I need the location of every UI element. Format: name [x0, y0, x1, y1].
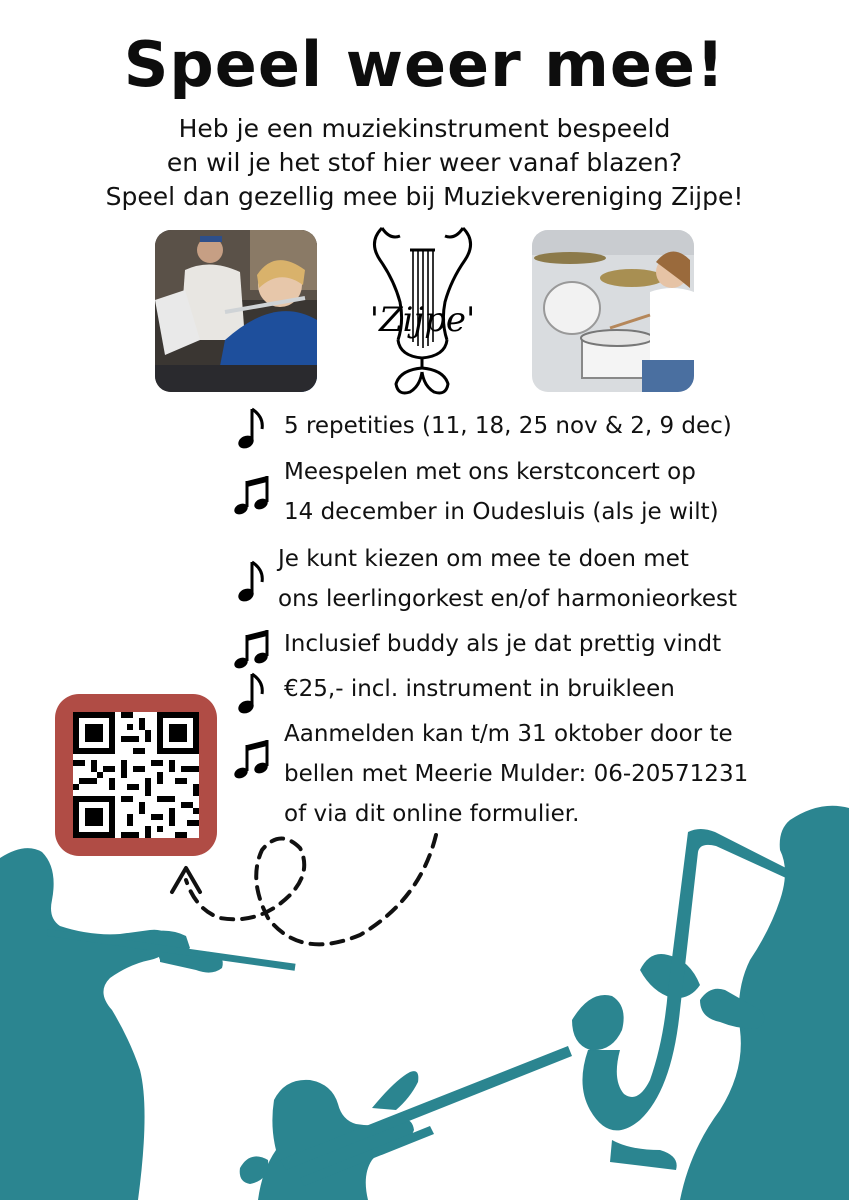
list-item-text: 14 december in Oudesluis (als je wilt): [284, 499, 719, 525]
flute-players-photo: [155, 230, 317, 392]
list-item-text: ons leerlingorkest en/of harmonieorkest: [278, 586, 737, 612]
list-item-text: of via dit online formulier.: [284, 801, 580, 827]
list-item-text: Aanmelden kan t/m 31 oktober door te: [284, 721, 733, 747]
eighth-note-icon: [232, 405, 272, 451]
list-item-text: Meespelen met ons kerstconcert op: [284, 459, 696, 485]
eighth-note-icon: [232, 558, 272, 604]
list-item-text: Je kunt kiezen om mee te doen met: [278, 546, 689, 572]
intro-line: Speel dan gezellig mee bij Muziekvereniging Zijpe!: [105, 182, 744, 211]
list-item-text: €25,- incl. instrument in bruikleen: [284, 676, 675, 702]
page-title: Speel weer mee!: [123, 28, 726, 101]
qr-code-frame[interactable]: [55, 694, 217, 856]
beamed-notes-icon: [232, 625, 272, 671]
eighth-note-icon: [232, 670, 272, 716]
intro-line: Heb je een muziekinstrument bespeeld: [178, 114, 671, 143]
qr-code[interactable]: [73, 712, 199, 838]
list-item-text: Inclusief buddy als je dat prettig vindt: [284, 631, 722, 657]
drummer-photo: [532, 230, 694, 392]
beamed-notes-icon: [232, 471, 272, 517]
intro-text: [0, 112, 849, 214]
beamed-notes-icon: [232, 735, 272, 781]
zijpe-lyre-logo: [360, 222, 485, 400]
logo-text: 'Zijpe': [369, 300, 476, 340]
list-item-text: 5 repetities (11, 18, 25 nov & 2, 9 dec): [284, 413, 732, 439]
intro-line: en wil je het stof hier weer vanaf blazen?: [166, 148, 683, 177]
list-item-text: bellen met Meerie Mulder: 06-20571231: [284, 761, 749, 787]
